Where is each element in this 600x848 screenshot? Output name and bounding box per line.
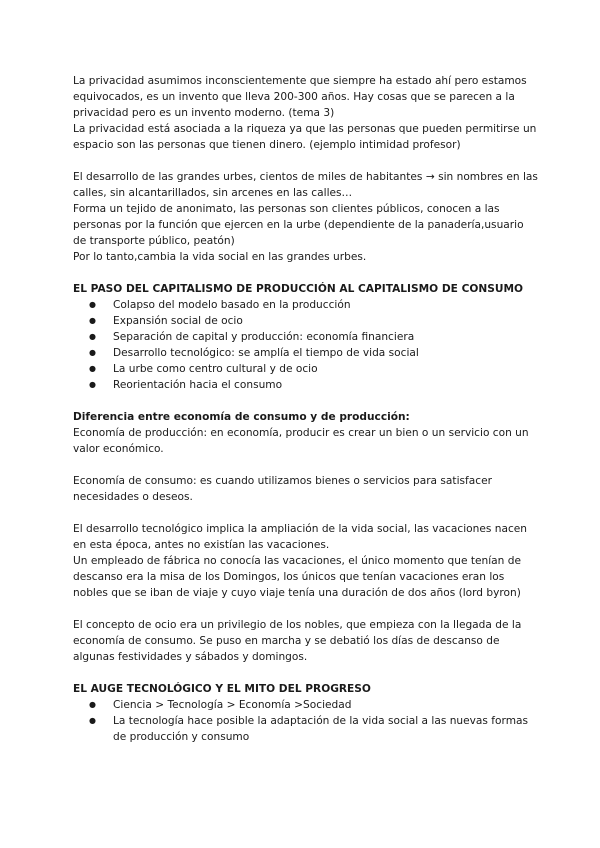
- list-item: ● Separación de capital y producción: economía financiera: [89, 329, 540, 345]
- list-item: ● La urbe como centro cultural y de ocio: [89, 361, 540, 377]
- section-heading-capitalism: EL PASO DEL CAPITALISMO DE PRODUCCIÓN AL CAPITALISMO DE CONSUMO: [73, 283, 524, 295]
- list-item: ● Colapso del modelo basado en la producción: [89, 297, 540, 313]
- list-item: ● Ciencia > Tecnología > Economía >Sociedad: [89, 697, 540, 713]
- section-heading-tech-boom: EL AUGE TECNOLÓGICO Y EL MITO DEL PROGRESO: [73, 683, 371, 695]
- list-item: ● La tecnología hace posible la adaptación de la vida social a las nuevas formas de producción y consumo: [89, 713, 540, 745]
- tech-bullet-list: [73, 697, 540, 745]
- paragraph-urban-development: El desarrollo de las grandes urbes, cientos de miles de habitantes → sin nombres en las calles, sin alcantarillados, sin arcenes en las calles…: [73, 171, 538, 199]
- paragraph-consumption-economy: Economía de consumo: es cuando utilizamos bienes o servicios para satisfacer necesidades o deseos.: [73, 475, 492, 503]
- list-item: ● Desarrollo tecnológico: se amplía el tiempo de vida social: [89, 345, 540, 361]
- paragraph-factory-worker: Un empleado de fábrica no conocía las vacaciones, el único momento que tenían de descanso era la misa de los Domingos, los únicos que tenían vacaciones eran los nobles que se iban de viaje y cuyo viaje tenía una duración de dos años (lord byron): [73, 555, 521, 599]
- capitalism-bullet-list: [73, 297, 540, 393]
- paragraph-anonymity: Forma un tejido de anonimato, las personas son clientes públicos, conocen a las personas por la función que ejercen en la urbe (dependiente de la panadería,usuario de transporte público, peatón): [73, 203, 524, 247]
- paragraph-privacy-wealth: La privacidad está asociada a la riqueza ya que las personas que pueden permitirse un espacio son las personas que tienen dinero. (ejemplo intimidad profesor): [73, 123, 537, 151]
- section-heading-economy-difference: Diferencia entre economía de consumo y de producción:: [73, 411, 410, 423]
- paragraph-production-economy: Economía de producción: en economía, producir es crear un bien o un servicio con un valor económico.: [73, 427, 529, 455]
- paragraph-leisure-concept: El concepto de ocio era un privilegio de los nobles, que empieza con la llegada de la economía de consumo. Se puso en marcha y se debatió los días de descanso de algunas festividades y sábados y domingos.: [73, 619, 522, 663]
- list-item: ● Expansión social de ocio: [89, 313, 540, 329]
- list-item: ● Reorientación hacia el consumo: [89, 377, 540, 393]
- paragraph-privacy-invention: La privacidad asumimos inconscientemente que siempre ha estado ahí pero estamos equivocados, es un invento que lleva 200-300 años. Hay cosas que se parecen a la privacidad pero es un invento moderno. (tema 3): [73, 75, 527, 119]
- paragraph-tech-vacations: El desarrollo tecnológico implica la ampliación de la vida social, las vacaciones nacen en esta época, antes no existían las vacaciones.: [73, 523, 528, 551]
- paragraph-social-change: Por lo tanto,cambia la vida social en las grandes urbes.: [73, 251, 367, 263]
